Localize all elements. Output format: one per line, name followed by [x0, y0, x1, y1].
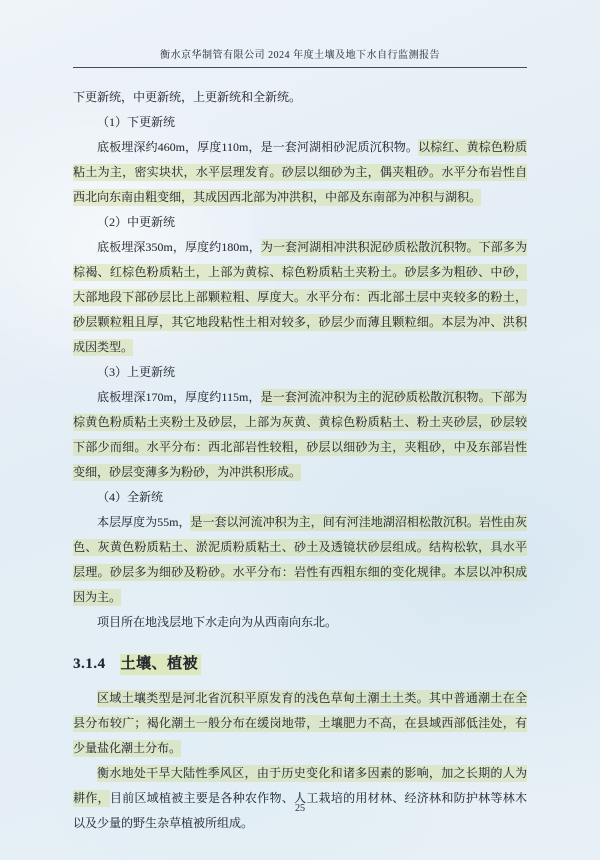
page-number: 25 — [295, 803, 305, 814]
text-segment: 目前区域植被主要是各种农作物、人工栽培的用材林、经济林和防护林等林木以及少量的野生杂草植被所组成。 — [73, 791, 527, 830]
highlighted-text-segment: 衡水地处干旱大陆性季风区，由于历史变化和诸多因素的影响，加之长期的人为耕作， — [73, 766, 527, 805]
paragraph-intro — [73, 85, 527, 110]
subheading-label: （3）上更新统 — [97, 365, 176, 379]
section-title: 土壤、植被 — [120, 654, 202, 675]
highlighted-text-segment: 区域土壤类型是河北省沉积平原发育的浅色草甸土潮土土类。其中普通潮土在全县分布较广；褐化潮土一般分布在缓岗地带，土壤肥力不高，在县域西部低洼处，有少量盐化潮土分布。 — [73, 691, 527, 755]
paragraph-lower-pleistocene — [73, 135, 527, 210]
paragraph-holocene — [73, 510, 527, 610]
text-segment: 本层厚度为55m， — [97, 515, 191, 529]
text-segment: 底板埋深约460m，厚度110m，是一套河湖相砂泥质沉积物。 — [97, 140, 419, 154]
paragraph-middle-pleistocene — [73, 235, 527, 360]
highlighted-text-segment: 是一套河流冲积为主的泥砂质松散沉积物。下部为棕黄色粉质粘土夹粉土及砂层，上部为灰黄、黄棕色粉质粘土、粉土夹砂层，砂层较下部少而细。水平分布：西北部岩性较粗，砂层以细砂为主，夹粗砂，中及东部岩性变细，砂层变薄多为粉砂，为冲洪积形成。 — [73, 390, 527, 479]
highlighted-text-segment: 是一套以河流冲积为主，间有河洼地湖沼相松散沉积。岩性由灰色、灰黄色粉质粘土、淤泥质粉质粘土、砂土及透镜状砂层组成。结构松软，具水平层理。砂层多为细砂及粉砂。水平分布：岩性有西粗东细的变化规律。本层以冲积成因为主。 — [73, 515, 527, 604]
highlighted-text-segment: 为一套河湖相冲洪积泥砂质松散沉积物。下部多为棕褐、红棕色粉质粘土，上部为黄棕、棕色粉质粘土夹粉土。砂层多为粗砂、中砂，大部地段下部砂层比上部颗粒粗、厚度大。水平分布：西北部土层中夹较多的粉土，砂层颗粒粗且厚，其它地段粘性土相对较多，砂层少而薄且颗粒细。本层为冲、洪积成因类型。 — [73, 240, 527, 354]
paragraph-vegetation — [73, 761, 527, 836]
subheading-lower-pleistocene — [73, 110, 527, 135]
subheading-label: （1）下更新统 — [97, 115, 176, 129]
subheading-label: （4）全新统 — [97, 490, 164, 504]
text-segment: 底板埋深350m，厚度约180m， — [97, 240, 261, 254]
subheading-upper-pleistocene — [73, 360, 527, 385]
highlighted-text-segment: 以棕红、黄棕色粉质粘土为主，密实块状，水平层理发育。砂层以细砂为主，偶夹粗砂。水平分布岩性自西北向东南由粗变细，其成因西北部为冲洪积，中部及东南部为冲积与湖积。 — [73, 140, 527, 204]
report-header-title: 衡水京华制管有限公司 2024 年度土壤及地下水自行监测报告 — [160, 50, 440, 61]
text-segment: 项目所在地浅层地下水走向为从西南向东北。 — [97, 615, 338, 629]
paragraph-groundwater-note — [73, 610, 527, 635]
section-heading-3-1-4 — [73, 652, 527, 673]
paragraph-upper-pleistocene — [73, 385, 527, 485]
subheading-middle-pleistocene — [73, 210, 527, 235]
paragraph-soil-types — [73, 686, 527, 761]
section-number: 3.1.4 — [73, 656, 106, 672]
subheading-label: （2）中更新统 — [97, 215, 176, 229]
report-header — [73, 46, 527, 68]
text-segment: 底板埋深170m，厚度约115m， — [97, 390, 261, 404]
document-content — [73, 85, 527, 836]
text-segment: 下更新统，中更新统，上更新统和全新统。 — [73, 90, 302, 104]
subheading-holocene — [73, 485, 527, 510]
